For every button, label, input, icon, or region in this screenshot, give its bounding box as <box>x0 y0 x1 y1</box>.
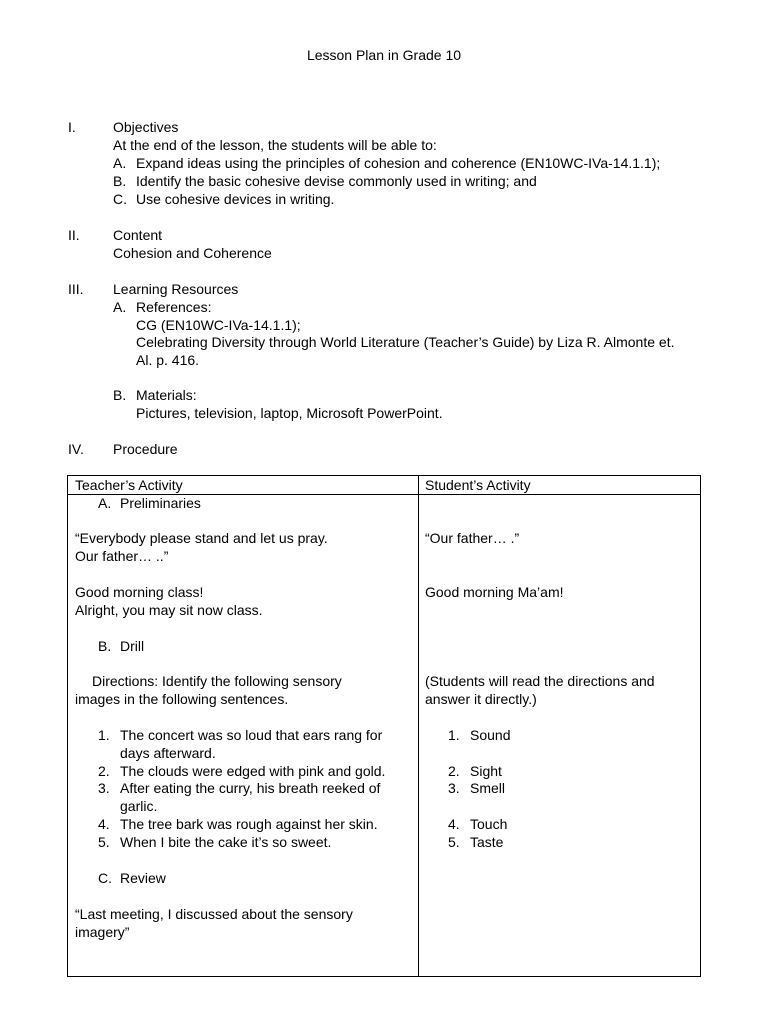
section-letter: C. <box>98 870 112 886</box>
sentence-item: After eating the curry, his breath reeked of <box>120 780 381 796</box>
answer-number: 1. <box>448 727 460 743</box>
sentence-number: 1. <box>98 727 110 743</box>
answer-number: 5. <box>448 834 460 850</box>
materials-label: Materials: <box>136 387 197 403</box>
sentence-item-cont: garlic. <box>120 798 158 814</box>
teacher-header: Teacher’s Activity <box>75 477 183 493</box>
review-line: imagery” <box>75 924 130 940</box>
answer-number: 3. <box>448 780 460 796</box>
answer-item: Smell <box>470 780 506 796</box>
section-letter: A. <box>98 495 112 511</box>
section-numeral: II. <box>68 227 80 243</box>
sentence-number: 2. <box>98 763 110 779</box>
greeting-line: Alright, you may sit now class. <box>75 602 263 618</box>
greeting-line: Good morning class! <box>75 584 204 600</box>
section-numeral: IV. <box>68 441 84 457</box>
objective-letter: C. <box>113 191 127 207</box>
section-heading-content: Content <box>113 227 163 243</box>
objective-item: Identify the basic cohesive devise commonly used in writing; and <box>136 173 537 189</box>
preliminaries-label: Preliminaries <box>120 495 201 511</box>
student-greeting: Good morning Ma’am! <box>425 584 564 600</box>
answer-number: 2. <box>448 763 460 779</box>
sentence-item-cont: days afterward. <box>120 745 216 761</box>
objective-item: Use cohesive devices in writing. <box>136 191 335 207</box>
prayer-line: “Everybody please stand and let us pray. <box>75 530 328 546</box>
drill-label: Drill <box>120 638 145 654</box>
section-numeral: I. <box>68 119 76 135</box>
sentence-item: The concert was so loud that ears rang for <box>120 727 383 743</box>
sentence-item: When I bite the cake it’s so sweet. <box>120 834 332 850</box>
section-heading-objectives: Objectives <box>113 119 179 135</box>
sentence-item: The tree bark was rough against her skin. <box>120 816 378 832</box>
sentence-item: The clouds were edged with pink and gold. <box>120 763 386 779</box>
column-divider <box>418 476 419 976</box>
reference-line: CG (EN10WC-IVa-14.1.1); <box>136 317 301 333</box>
reference-line: Celebrating Diversity through World Literature (Teacher’s Guide) by Liza R. Almonte et. <box>136 334 675 350</box>
page-title: Lesson Plan in Grade 10 <box>306 47 462 63</box>
review-label: Review <box>120 870 166 886</box>
objective-letter: A. <box>113 155 127 171</box>
directions-line: images in the following sentences. <box>75 691 289 707</box>
sentence-number: 5. <box>98 834 110 850</box>
section-heading-procedure: Procedure <box>113 441 178 457</box>
answer-item: Taste <box>470 834 504 850</box>
answer-number: 4. <box>448 816 460 832</box>
student-directions: answer it directly.) <box>425 691 537 707</box>
directions-line: Directions: Identify the following sensory <box>92 673 342 689</box>
answer-item: Sound <box>470 727 511 743</box>
objective-letter: B. <box>113 173 127 189</box>
objectives-intro: At the end of the lesson, the students will be able to: <box>113 137 437 153</box>
sentence-number: 4. <box>98 816 110 832</box>
materials-letter: B. <box>113 387 127 403</box>
activity-table <box>67 475 701 977</box>
prayer-line: Our father… ..” <box>75 548 169 564</box>
sentence-number: 3. <box>98 780 110 796</box>
section-letter: B. <box>98 638 112 654</box>
objective-item: Expand ideas using the principles of cohesion and coherence (EN10WC-IVa-14.1.1); <box>136 155 661 171</box>
reference-line: Al. p. 416. <box>136 352 200 368</box>
student-prayer: “Our father… .” <box>425 530 520 546</box>
content-text: Cohesion and Coherence <box>113 245 272 261</box>
materials-text: Pictures, television, laptop, Microsoft PowerPoint. <box>136 405 443 421</box>
section-heading-resources: Learning Resources <box>113 281 239 297</box>
review-line: “Last meeting, I discussed about the sensory <box>75 906 353 922</box>
references-label: References: <box>136 299 212 315</box>
student-header: Student’s Activity <box>425 477 531 493</box>
answer-item: Sight <box>470 763 502 779</box>
answer-item: Touch <box>470 816 508 832</box>
section-numeral: III. <box>68 281 84 297</box>
student-directions: (Students will read the directions and <box>425 673 655 689</box>
references-letter: A. <box>113 299 127 315</box>
